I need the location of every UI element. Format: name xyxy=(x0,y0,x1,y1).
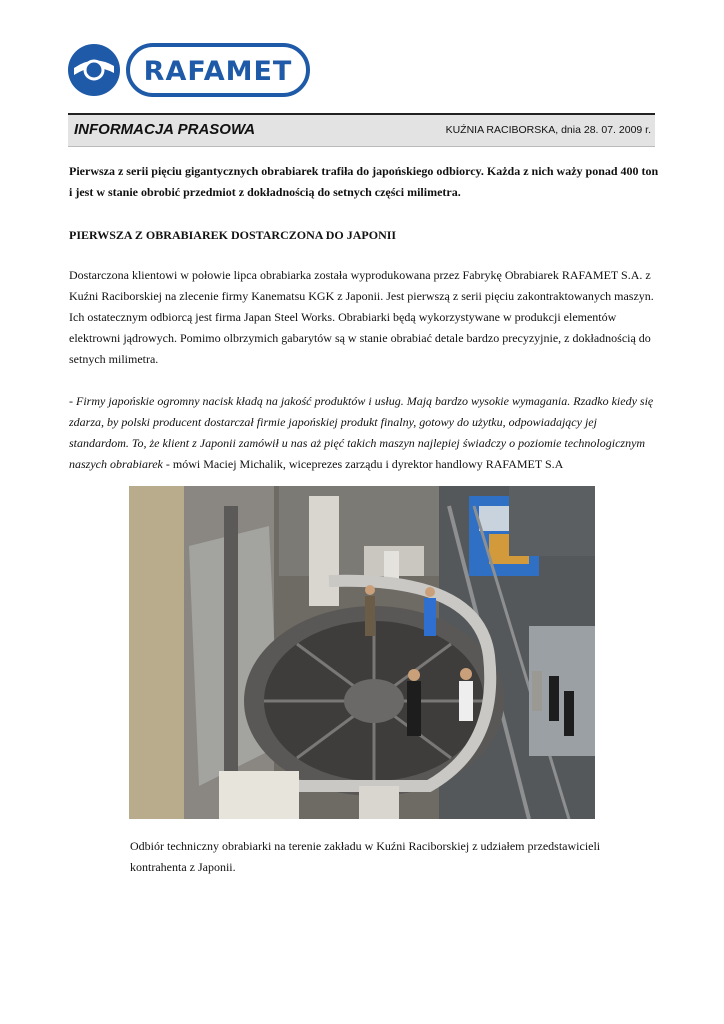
quote-text: - Firmy japońskie ogromny nacisk kładą na jakość produktów i usług. Mają bardzo wysokie wymagania. Rzadko kiedy się zdarza, by polski producent dostarczał firmie japońskiej produkt finalny, gotowy do użytku, odpowiadający jej standardom. To, że klient z Japonii zamówił u nas aż pięć takich maszyn najlepiej świadczy o poziomie technologicznym naszych obrabiarek - xyxy=(69,394,654,471)
article-body: Dostarczona klientowi w połowie lipca obrabiarka została wyprodukowana przez Fabrykę Obrabiarek RAFAMET S.A. z Kuźni Raciborskiej na zlecenie firmy Kanematsu KGK z Japonii. Jest pierwszą z serii pięciu zakontraktowanych maszyn. Ich ostatecznym odbiorcą jest firma Japan Steel Works. Obrabiarki będą wykorzystywane w produkcji elementów elektrowni jądrowych. Pomimo olbrzymich gabarytów są w stanie obrabiać detale bardzo precyzyjnie, z dokładnością do setnych milimetra. xyxy=(69,268,654,366)
article-quote xyxy=(69,391,659,475)
caption-line-1: Odbiór techniczny obrabiarki na terenie zakładu w Kuźni Raciborskiej z udziałem przedstawicieli xyxy=(130,839,601,853)
article-heading: PIERWSZA Z OBRABIAREK DOSTARCZONA DO JAPONII xyxy=(69,228,397,242)
header-date: KUŹNIA RACIBORSKA, dnia 28. 07. 2009 r. xyxy=(445,124,651,136)
press-release-header xyxy=(68,113,655,147)
quote-attribution: mówi Maciej Michalik, wiceprezes zarządu i dyrektor handlowy RAFAMET S.A xyxy=(169,457,564,471)
article-lead: Pierwsza z serii pięciu gigantycznych obrabiarek trafiła do japońskiego odbiorcy. Każda z nich waży ponad 400 ton i jest w stanie obrobić przedmiot z dokładnością do setnych części milimetra. xyxy=(69,164,659,199)
header-title: INFORMACJA PRASOWA xyxy=(74,121,256,138)
caption-line-2: kontrahenta z Japonii. xyxy=(130,860,236,874)
photo-caption xyxy=(130,836,630,878)
logo-wordmark: RAFAMET xyxy=(143,56,293,87)
factory-photo xyxy=(129,486,595,819)
rafamet-logo xyxy=(68,42,312,98)
